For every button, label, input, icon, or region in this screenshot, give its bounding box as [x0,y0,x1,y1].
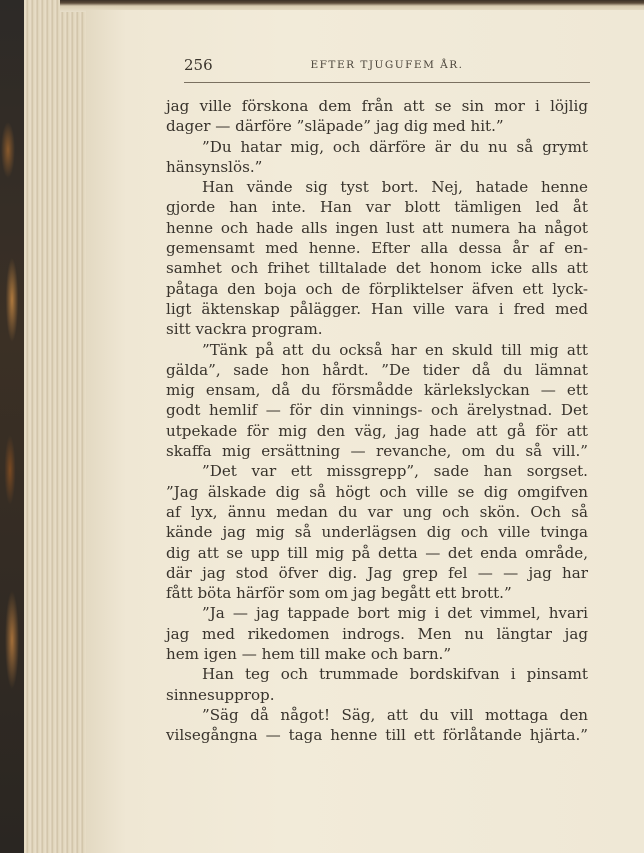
text-line: fått böta härför som om jag begått ett brott.” [166,584,512,603]
text-line: skaffa mig ersättning — revanche, om du så vill.” [166,442,588,461]
text-line: där jag stod öfver dig. Jag grep fel — — jag har [166,563,588,582]
text-line: ”Du hatar mig, och därföre är du nu så grymt [202,137,588,156]
text-line: sitt vackra program. [166,320,323,339]
text-line: godt hemlif — för din vinnings- och ärelystnad. Det [166,401,588,420]
text-line: af lyx, ännu medan du var ung och skön. Och så [166,502,588,521]
text-line: sinnesupprор. [166,685,275,704]
text-line: gjorde han inte. Han var blott tämligen led åt [166,198,588,217]
text-line: samhet och frihet tilltalade det honom icke alls att [166,259,588,278]
text-line: hem igen — hem till make och barn.” [166,645,452,664]
text-line: hänsynslös.” [166,157,263,176]
text-line: mig ensam, då du försmådde kärlekslyckan — ett [166,381,588,400]
text-line: Han teg och trummade bordskifvan i pinsamt [202,665,588,684]
running-header [184,56,590,83]
text-line: kände jag mig så underlägsen dig och ville tvinga [166,523,588,542]
text-line: ”Det var ett missgrepp”, sade han sorgset. [202,462,588,481]
page-number: 256 [184,56,213,74]
header-title: EFTER TJUGUFEM ÅR. [310,59,464,71]
body-text [166,96,588,746]
text-line: ”Ja — jag tappade bort mig i det vimmel, hvari [202,604,588,623]
text-line: påtaga den boja och de förpliktelser äfven ett lyck- [166,279,588,298]
text-line: dig att se upp till mig på detta — det enda område, [166,543,588,562]
text-line: gemensamt med henne. Efter alla dessa år af en- [166,239,588,258]
text-line: utpekade för mig den väg, jag hade att gå för att [166,421,588,440]
text-line: gälda”, sade hon hårdt. ”De tider då du lämnat [166,360,588,379]
text-line: dager — därföre ”släpade” jag dig med hit.” [166,117,504,136]
marbled-page-edge [0,0,26,853]
text-line: ligt äktenskap pålägger. Han ville vara i fred med [166,299,588,318]
text-line: jag ville förskona dem från att se sin mor i löjlig [166,97,588,115]
stacked-page-edges [24,0,94,853]
text-line: ”Jag älskade dig så högt och ville se dig omgifven [166,482,588,501]
text-line: ”Säg då något! Säg, att du vill mottaga den [202,705,588,724]
text-line: ”Tänk på att du också har en skuld till mig att [202,340,588,359]
text-line: henne och hade alls ingen lust att numera ha något [166,218,588,237]
text-line: Han vände sig tyst bort. Nej, hatade henne [202,178,588,197]
text-line: jag med rikedomen indrogs. Men nu längtar jag [166,624,588,643]
text-line: vilsegångna — taga henne till ett förlåtande hjärta.” [166,726,588,745]
